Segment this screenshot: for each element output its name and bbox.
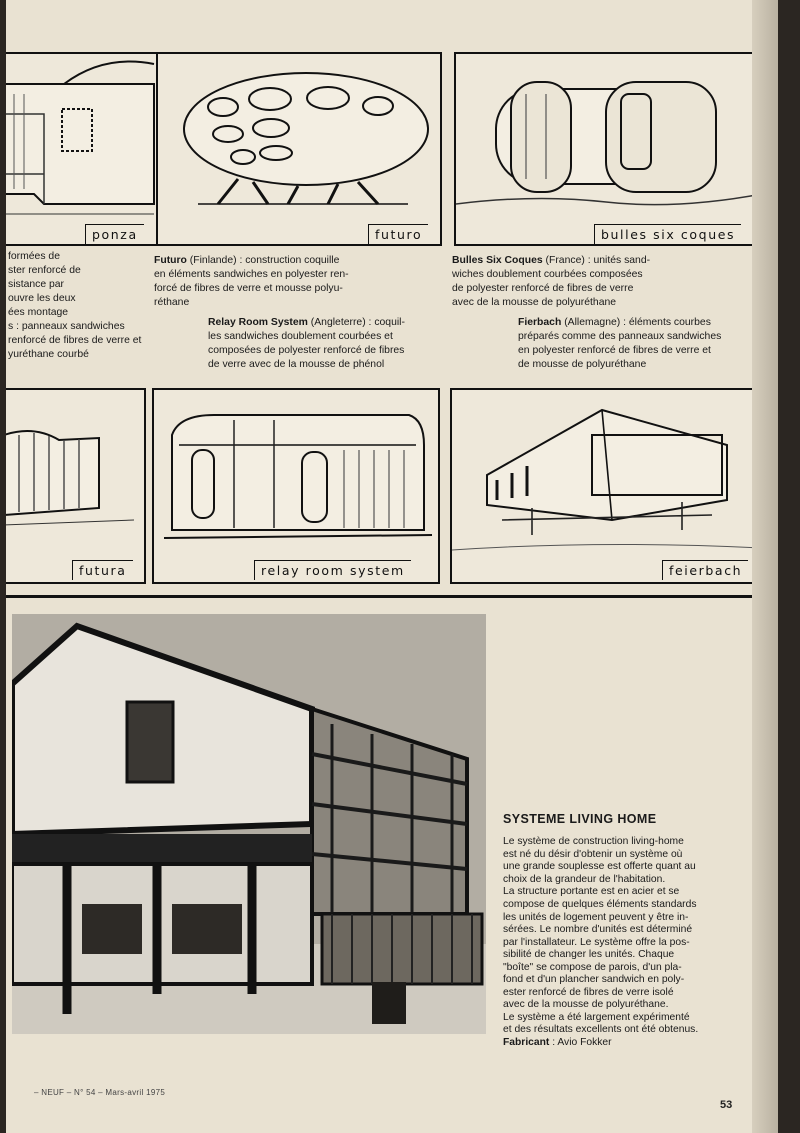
futuro-description: [154, 254, 424, 310]
caption-futura: futura: [72, 560, 133, 580]
left-desc-line: sistance par: [8, 278, 65, 290]
futuro-sketch: [158, 54, 440, 244]
article-body: [503, 836, 768, 1049]
futura-sketch: [6, 390, 144, 582]
fierbach-name: Fierbach: [518, 317, 562, 328]
fierbach-desc-line: de mousse de polyuréthane: [518, 358, 647, 370]
bulles-desc-line: de polyester renforcé de fibres de verre: [452, 282, 634, 294]
bulles-description: [452, 254, 702, 310]
left-desc-line: yuréthane courbé: [8, 348, 89, 360]
caption-bulles: bulles six coques: [594, 224, 741, 244]
maker-value: : Avio Fokker: [549, 1037, 612, 1048]
panel-bulles: [454, 52, 764, 246]
caption-ponza: ponza: [85, 224, 144, 244]
fierbach-description: [518, 316, 776, 372]
relay-origin: (Angleterre) : coquil-: [307, 317, 405, 328]
article-line: est né du désir d'obtenir un système où: [503, 848, 683, 860]
panel-futura: [6, 388, 146, 584]
article-line: La structure portante est en acier et se: [503, 886, 680, 898]
article-line: choix de la grandeur de l'habitation.: [503, 873, 666, 885]
left-desc-line: renforcé de fibres de verre et: [8, 334, 142, 346]
living-home-photo: [12, 614, 486, 1034]
futuro-desc-line: en éléments sandwiches en polyester ren-: [154, 268, 349, 280]
article-line: une grande souplesse est offerte quant au: [503, 861, 696, 873]
panel-futuro: [156, 52, 442, 246]
article-line: sibilité de changer les unités. Chaque: [503, 949, 675, 961]
article-line: sérées. Le nombre d'unités est déterminé: [503, 924, 693, 936]
left-desc-line: s : panneaux sandwiches: [8, 320, 125, 332]
feierbach-sketch: [452, 390, 762, 582]
article-line: ester renforcé de fibres de verre isolé: [503, 986, 674, 998]
relay-name: Relay Room System: [208, 317, 308, 328]
relay-desc-line: composées de polyester renforcé de fibres: [208, 344, 405, 356]
panel-feierbach: [450, 388, 764, 584]
left-desc-line: ouvre les deux: [8, 292, 76, 304]
page-number: 53: [720, 1099, 733, 1111]
left-desc-line: ées montage: [8, 306, 69, 318]
article-line: Le système a été largement expérimenté: [503, 1011, 690, 1023]
relay-desc-line: de verre avec de la mousse de phénol: [208, 358, 385, 370]
footer-issue: – NEUF – N° 54 – Mars-avril 1975: [34, 1088, 166, 1097]
panel-relay: [152, 388, 440, 584]
relay-desc-line: les sandwiches doublement courbées et: [208, 330, 393, 342]
article-title: SYSTEME LIVING HOME: [503, 812, 657, 826]
relay-sketch: [154, 390, 438, 582]
fierbach-desc-line: en polyester renforcé de fibres de verre et: [518, 344, 711, 356]
section-divider: [6, 595, 778, 598]
article-line: par l'installateur. Le système offre la pos-: [503, 936, 690, 948]
caption-relay: relay room system: [254, 560, 411, 580]
caption-feierbach: feierbach: [662, 560, 748, 580]
fierbach-origin: (Allemagne) : éléments courbes: [561, 317, 711, 328]
article-line: Le système de construction living-home: [503, 836, 684, 848]
bulles-desc-line: avec de la mousse de polyuréthane: [452, 296, 617, 308]
bulles-origin: (France) : unités sand-: [542, 255, 651, 266]
left-desc-line: formées de: [8, 251, 60, 262]
futuro-desc-line: réthane: [154, 296, 190, 308]
bulles-desc-line: wiches doublement courbées composées: [452, 268, 643, 280]
futuro-name: Futuro: [154, 255, 187, 266]
binding-shadow: [752, 0, 778, 1133]
futuro-origin: (Finlande) : construction coquille: [186, 255, 340, 266]
magazine-page: [6, 0, 778, 1133]
fierbach-desc-line: préparés comme des panneaux sandwiches: [518, 330, 722, 342]
left-description: [8, 250, 146, 362]
ponza-sketch: [6, 54, 160, 244]
maker-label: Fabricant: [503, 1037, 550, 1048]
article-line: avec de la mousse de polyuréthane.: [503, 999, 669, 1011]
article-living-home: [503, 812, 768, 1050]
article-line: les unités de logement peuvent y être in-: [503, 911, 689, 923]
article-line: et des résultats excellents ont été obtenus.: [503, 1024, 699, 1036]
caption-futuro: futuro: [368, 224, 428, 244]
relay-description: [208, 316, 458, 372]
article-line: "boîte" se compose de parois, d'un pla-: [503, 961, 682, 973]
left-desc-line: ster renforcé de: [8, 264, 81, 276]
living-home-building: [12, 614, 486, 1034]
panel-ponza: [6, 52, 162, 246]
futuro-desc-line: forcé de fibres de verre et mousse polyu-: [154, 282, 343, 294]
article-line: compose de quelques éléments standards: [503, 898, 697, 910]
article-line: fond et d'un plancher sandwich en poly-: [503, 974, 685, 986]
bulles-name: Bulles Six Coques: [452, 255, 543, 266]
bulles-sketch: [456, 54, 762, 244]
